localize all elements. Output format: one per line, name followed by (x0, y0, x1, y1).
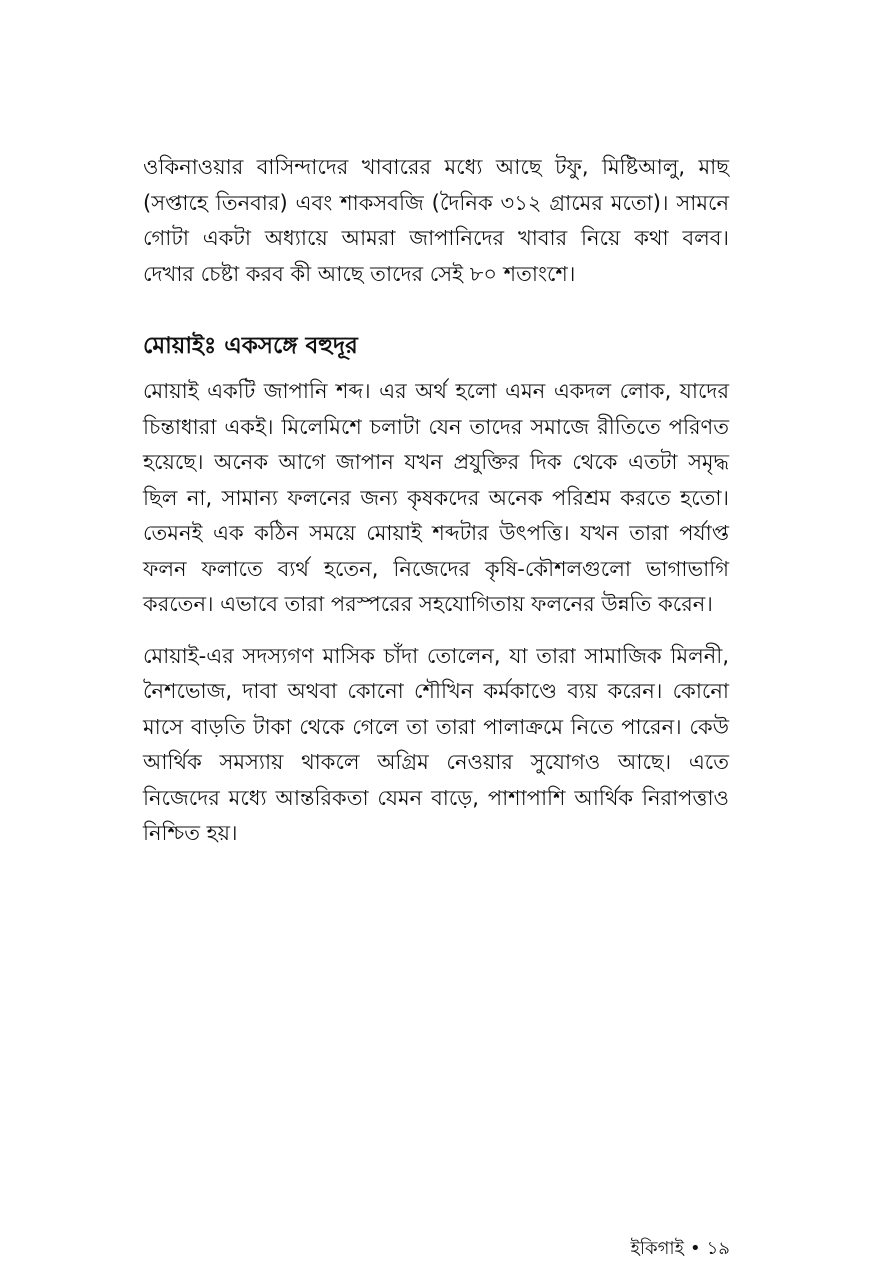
section-heading: মোয়াইঃ একসঙ্গে বহুদূর (143, 333, 358, 359)
body-paragraph-3: মোয়াই-এর সদস্যগণ মাসিক চাঁদা তোলেন, যা তারা সামাজিক মিলনী, নৈশভোজ, দাবা অথবা কোনো শৌখিন কর্মকাণ্ডে ব্যয় করেন। কোনো মাসে বাড়তি টাকা থেকে গেলে তা তারা পালাক্রমে নিতে পারেন। কেউ আর্থিক সমস্যায় থাকলে অগ্রিম নেওয়ার সুযোগও আছে। এতে নিজেদের মধ্যে আন্তরিকতা যেমন বাড়ে, পাশাপাশি আর্থিক নিরাপত্তাও নিশ্চিত হয়। (143, 643, 729, 845)
running-title: ইকিগাই (630, 1238, 684, 1259)
page-content (143, 150, 729, 852)
page-number: ১৯ (706, 1238, 730, 1259)
footer-separator: • (690, 1238, 701, 1259)
body-paragraph-1: ওকিনাওয়ার বাসিন্দাদের খাবারের মধ্যে আছে টফু, মিষ্টিআলু, মাছ (সপ্তাহে তিনবার) এবং শাকসবজি (দৈনিক ৩১২ গ্রামের মতো)। সামনে গোটা একটা অধ্যায়ে আমরা জাপানিদের খাবার নিয়ে কথা বলব। দেখার চেষ্টা করব কী আছে তাদের সেই ৮০ শতাংশে। (143, 155, 729, 286)
page-footer (560, 1237, 730, 1261)
body-paragraph-2: মোয়াই একটি জাপানি শব্দ। এর অর্থ হলো এমন একদল লোক, যাদের চিন্তাধারা একই। মিলেমিশে চলাটা যেন তাদের সমাজে রীতিতে পরিণত হয়েছে। অনেক আগে জাপান যখন প্রযুক্তির দিক থেকে এতটা সমৃদ্ধ ছিল না, সামান্য ফলনের জন্য কৃষকদের অনেক পরিশ্রম করতে হতো। তেমনই এক কঠিন সময়ে মোয়াই শব্দটার উৎপত্তি। যখন তারা পর্যাপ্ত ফলন ফলাতে ব্যর্থ হতেন, নিজেদের কৃষি-কৌশলগুলো ভাগাভাগি করতেন। এভাবে তারা পরস্পরের সহযোগিতায় ফলনের উন্নতি করেন। (143, 379, 729, 616)
